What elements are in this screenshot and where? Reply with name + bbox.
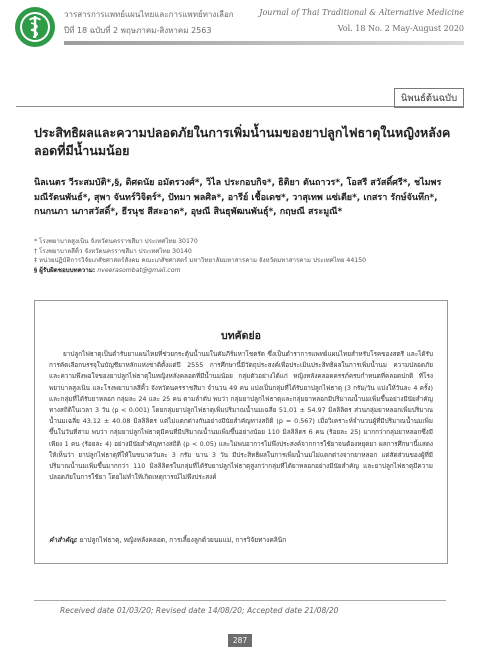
page-number: 287 [228, 634, 252, 647]
affiliation-2: † โรงพยาบาลสีคิ้ว จังหวัดนครราชสีมา ประเทศไทย 30140 [34, 247, 192, 255]
keywords [49, 535, 433, 546]
author-list: นิลเนตร วีระสมบัติ*,§, ดิศดนัย อมัตรวงศ์*, วิไล ประกอบกิจ*, ธิติยา ตันถาวร*, โอสรี สวัสดิ์ศรี*, ชไมพร มณีรัตนพันธ์*, สุพา จันทร์วิจิตร์*, ปัทมา พลศิล*, อารีย์ เชื้อเดช*, วาสุเทพ แซ่เตีย*, เกสรา รักษ์จันทึก*, กนกนภา นภาสวัสดิ์*, ธีรนุช สีสะอาด*, อุษณี สินธุพัฒนพันธุ์*, กฤษณี สระมูณี* [34, 178, 442, 217]
journal-header [0, 0, 480, 58]
affiliations [34, 237, 454, 275]
issue-info-thai: ปีที่ 18 ฉบับที่ 2 พฤษภาคม-สิงหาคม 2563 [64, 26, 212, 35]
journal-title-english: Journal of Thai Traditional & Alternative Medicine [259, 8, 464, 17]
abstract-heading: บทคัดย่อ [221, 330, 261, 342]
section-label: นิพนธ์ต้นฉบับ [394, 88, 464, 108]
footer-divider [34, 600, 446, 601]
ministry-logo-icon [14, 6, 56, 48]
keywords-label: คำสำคัญ: [49, 536, 78, 544]
journal-title-thai: วารสารการแพทย์แผนไทยและการแพทย์ทางเลือก [64, 10, 234, 19]
received-dates: Received date 01/03/20; Revised date 14/08/20; Accepted date 21/08/20 [60, 606, 339, 615]
header-issue-info [64, 24, 464, 38]
keywords-list: ยาปลูกไฟธาตุ, หญิงหลังคลอด, การเลี้ยงลูกด้วยนมแม่, การวิจัยทางคลินิก [79, 536, 287, 544]
corresponding-author [34, 266, 454, 276]
corresponding-label: § ผู้รับผิดชอบบทความ: [34, 266, 96, 274]
affiliation-1: * โรงพยาบาลสูงเนิน จังหวัดนครราชสีมา ประเทศไทย 30170 [34, 238, 198, 245]
article-title: ประสิทธิผลและความปลอดภัยในการเพิ่มน้ำนมของยาปลูกไฟธาตุในหญิงหลังคลอดที่มีน้ำนมน้อย [34, 125, 451, 158]
header-journal-names [64, 8, 464, 22]
header-divider [64, 41, 464, 45]
abstract-box [34, 300, 448, 564]
abstract-body [49, 349, 433, 483]
corresponding-email[interactable]: nveerasombat@gmail.com [97, 266, 181, 274]
issue-info-english: Vol. 18 No. 2 May-August 2020 [337, 24, 464, 33]
abstract-text: ยาปลูกไฟธาตุเป็นตำรับยาแผนไทยที่ช่วยกระตุ้นน้ำนมในคัมภีร์มหาโชตรัต ซึ่งเป็นตำราการแพทย์แผนไทยสำหรับโรคของสตรี และได้รับการคัดเลือกบรรจุในบัญชียาหลักแห่งชาติตั้งแต่ปี 2555 การศึกษานี้มีวัตถุประสงค์เพื่อประเมินประสิทธิผลในการเพิ่มน้ำนม ความปลอดภัย และความพึงพอใจของยาปลูกไฟธาตุในหญิงหลังคลอดที่มีน้ำนมน้อย กลุ่มตัวอย่างได้แก่ หญิงหลังคลอดครรภ์ครบกำหนดที่คลอดปกติ ที่โรงพยาบาลสูงเนิน และโรงพยาบาลสีคิ้ว จังหวัดนครราชสีมา จำนวน 49 คน แบ่งเป็นกลุ่มที่ได้รับยาปลูกไฟธาตุ (3 กรัม/วัน แบ่งให้วันละ 4 ครั้ง) และกลุ่มที่ได้รับยาหลอก กลุ่มละ 24 และ 25 คน ตามลำดับ พบว่า กลุ่มยาปลูกไฟธาตุและกลุ่มยาหลอกมีปริมาณน้ำนมเพิ่มขึ้นอย่างมีนัยสำคัญทางสถิติในเวลา 3 วัน (p < 0.001) โดยกลุ่มยาปลูกไฟธาตุเพิ่มปริมาณน้ำนมเฉลี่ย 51.01 ± 54.97 มิลลิลิตร ส่วนกลุ่มยาหลอกเพิ่มปริมาณน้ำนมเฉลี่ย 43.12 ± 40.08 มิลลิลิตร แต่ไม่แตกต่างกันอย่างมีนัยสำคัญทางสถิติ (p = 0.567) เมื่อวิเคราะห์จำนวนผู้ที่มีปริมาณน้ำนมเพิ่มขึ้นในวันที่สาม พบว่า กลุ่มยาปลูกไฟธาตุมีคนที่มีปริมาณน้ำนมเพิ่มขึ้นอย่างน้อย 110 มิลลิลิตร 6 คน (ร้อยละ 25) มากกว่ากลุ่มยาหลอกซึ่งมีเพียง 1 คน (ร้อยละ 4) อย่างมีนัยสำคัญทางสถิติ (p < 0.05) และไม่พบอาการไม่พึงประสงค์จากการใช้ยาจนต้องหยุดยา ผลการศึกษานี้แสดงให้เห็นว่า ยาปลูกไฟธาตุที่ให้ในขนาดวันละ 3 กรัม นาน 3 วัน มีประสิทธิผลในการเพิ่มน้ำนมไม่แตกต่างจากยาหลอก แต่สัดส่วนของผู้ที่มีปริมาณน้ำนมเพิ่มขึ้นมากกว่า 110 มิลลิลิตรในกลุ่มที่ได้รับยาปลูกไฟธาตุสูงกว่ากลุ่มที่ได้ยาหลอกอย่างมีนัยสำคัญ และยาปลูกไฟธาตุมีความปลอดภัยในการใช้ยา โดยไม่ทำให้เกิดเหตุการณ์ไม่พึงประสงค์ [49, 350, 433, 482]
affiliation-3: ‡ หน่วยปฏิบัติการวิจัยเภสัชศาสตร์สังคม คณะเภสัชศาสตร์ มหาวิทยาลัยมหาสารคาม จังหวัดมหาสารคาม ประเทศไทย 44150 [34, 257, 367, 264]
section-divider [16, 106, 464, 107]
